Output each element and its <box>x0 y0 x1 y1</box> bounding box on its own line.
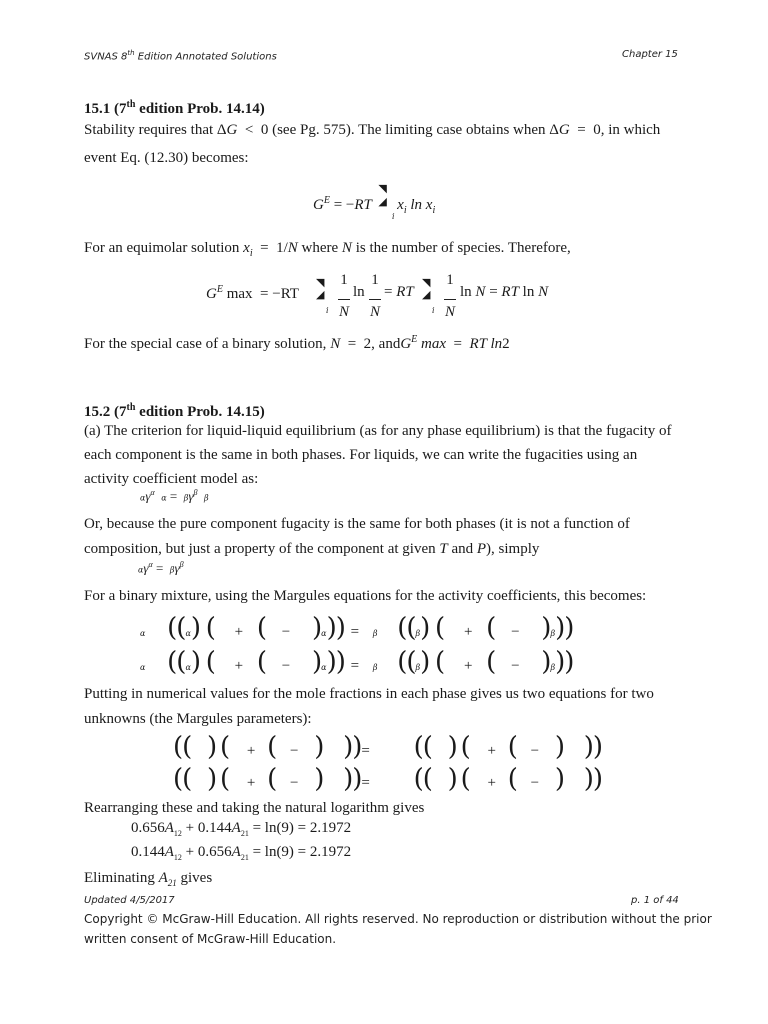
section-15-2-heading: 15.2 (7th edition Prob. 14.15) <box>84 402 265 420</box>
header-right: Chapter 15 <box>622 49 678 60</box>
footer-copyright-line2: written consent of McGraw-Hill Education. <box>84 932 337 946</box>
footer-page-number: p. 1 of 44 <box>631 895 679 906</box>
equation-log-1: $0.656A_{12} + 0.144A_{21} = \ln(9) = 2.1972$ <box>131 820 352 838</box>
s2-para4-line2: unknowns (the Margules parameters): <box>84 711 312 727</box>
footer-updated: Updated 4/5/2017 <box>84 895 175 906</box>
equation-activity-equal: $\alpha\gamma^\alpha = \beta\gamma^\beta$ <box>138 560 184 576</box>
s2-para4-line1: Putting in numerical values for the mole fractions in each phase gives us two equations for two <box>84 686 654 702</box>
equation-ge-max: $G^E$ max = −RT <box>206 284 299 302</box>
s1-para3: For the special case of a binary solution, N = 2, andG$^E$ max = RT ln2 <box>84 334 510 352</box>
s2-para5: Rearranging these and taking the natural logarithm gives <box>84 800 425 816</box>
s1-para1-line1: Stability requires that ΔG < 0 (see Pg. 575). The limiting case obtains when ΔG = 0, in which <box>84 122 661 138</box>
s1-para2: For an equimolar solution $x_i = 1/N$ where N is the number of species. Therefore, <box>84 240 571 259</box>
s2-para3: For a binary mixture, using the Margules equations for the activity coefficients, this becomes: <box>84 588 647 604</box>
numeric-eq-2: (( ) ( + ( − ) ))= (( ) ( + ( − ) )) <box>173 764 603 794</box>
s2-para1-line1: (a) The criterion for liquid-liquid equilibrium (as for any phase equilibrium) is that the fugacity of <box>84 423 672 439</box>
header-left: SVNAS 8th Edition Annotated Solutions <box>84 49 277 63</box>
equation-log-2: $0.144A_{12} + 0.656A_{21} = \ln(9) = 2.1972$ <box>131 844 352 862</box>
margules-eq-1: α ((α) ( + ( − )α)) = β ((β) ( + ( − )β)) <box>140 613 574 643</box>
equation-ge: $G^E = -RT$ ◥ ◢ $x_i$ $\ln x_i$ <box>313 183 436 216</box>
s1-para1-line2: event Eq. (12.30) becomes: <box>84 150 249 166</box>
document-page: SVNAS 8th Edition Annotated Solutions Chapter 15 15.1 (7th edition Prob. 14.14) Stability requires that ΔG < 0 (see Pg. 575). The limiting case obtains when ΔG = 0, in which event Eq. (12.30) becomes: $G^E = -RT$ ◥ ◢ $x_i$ $\ln x_i$ i For an equimolar solution $x_i = 1/N$ where N is the number of species. Therefore, $G^E$ max = −RT ◥ ◢ 1 N ln 1 N = RT ◥ ◢ 1 N ln N = RT ln N i i For the special case of a binary solution, N = 2, andG$^E$ max = RT ln2 15.2 (7th edition Prob. 14.15) (a) The criterion for liquid-liquid equilibrium (as for any phase equilibrium) is that the fugacity of each component is the same in both phases. For liquids, we can write the fugacities using an activity coefficient model as: $\alpha\gamma^\alpha$ $\alpha = \beta\gamma^\beta$ β Or, because the pure component fugacity is the same for both phases (it is not a function of composition, but just a property of the component at given T and P), simply $\alpha\gamma^\alpha = \beta\gamma^\beta$ For a binary mixture, using the Margules equations for the activity coefficients, this becomes: α ((α) ( + ( − )α)) = β ((β) ( + ( − )β)) α ((α) ( + ( − )α)) = β ((β) ( + ( − )β)) Putting in numerical values for the mole fractions in each phase gives us two equations for two unknowns (the Margules parameters): (( ) ( + ( − ) ))= (( ) ( + ( − ) )) (( ) ( + ( − ) ))= (( ) ( + ( − ) )) Rearranging these and taking the natural logarithm gives $0.656A_{12} + 0.144A_{21} = \ln(9) = 2.1972$ $0.144A_{12} + 0.656A_{21} = \ln(9) = 2.1972$ Eliminating $A_{21}$ gives Updated 4/5/2017 p. 1 of 44 Copyright © McGraw-Hill Education. All rights reserved. No reproduction or distribution without the prior written consent of McGraw-Hill Education. <box>84 49 712 946</box>
section-15-1-heading: 15.1 (7th edition Prob. 14.14) <box>84 99 265 117</box>
equation-fugacity-full: $\alpha\gamma^\alpha$ $\alpha = \beta\gamma^\beta$ β <box>140 488 209 504</box>
margules-eq-2: α ((α) ( + ( − )α)) = β ((β) ( + ( − )β)) <box>140 647 574 677</box>
s2-para1-line2: each component is the same in both phases. For liquids, we can write the fugacities using an <box>84 447 638 463</box>
numeric-eq-1: (( ) ( + ( − ) ))= (( ) ( + ( − ) )) <box>173 732 603 762</box>
s2-para2-line2: composition, but just a property of the component at given T and P), simply <box>84 541 540 557</box>
s2-para1-line3: activity coefficient model as: <box>84 471 259 487</box>
s2-para6: Eliminating $A_{21}$ gives <box>84 870 213 888</box>
s2-para2-line1: Or, because the pure component fugacity is the same for both phases (it is not a function of <box>84 516 630 532</box>
footer-copyright-line1: Copyright © McGraw-Hill Education. All rights reserved. No reproduction or distribution without the prior <box>84 912 712 926</box>
